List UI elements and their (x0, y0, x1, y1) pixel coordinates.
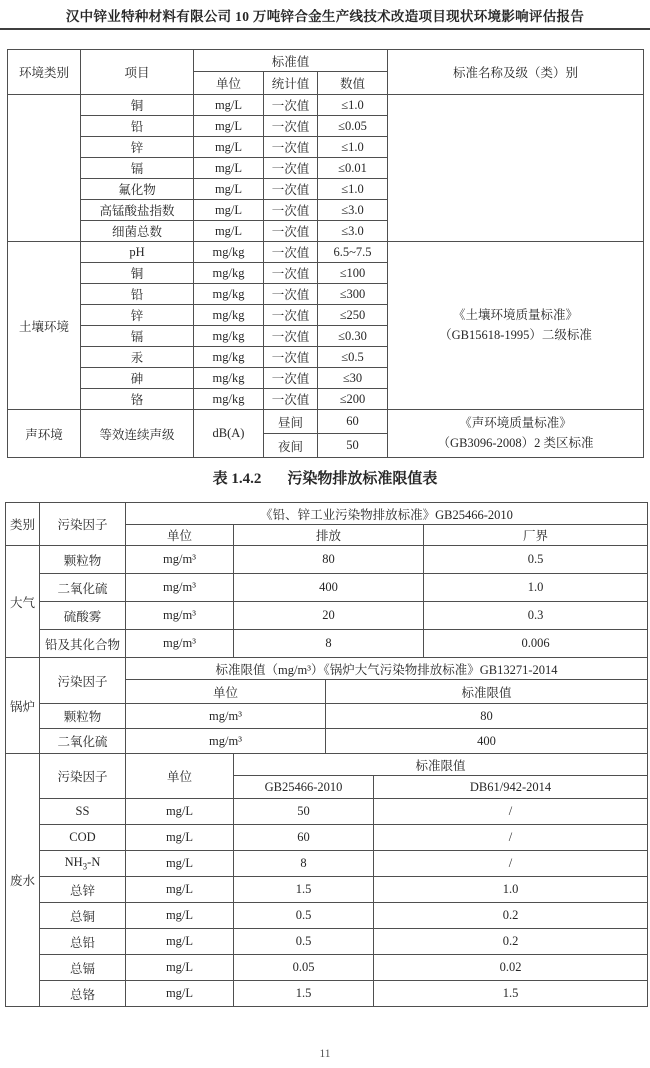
t2-factor-cell: 硫酸雾 (40, 602, 126, 630)
t1-item-cell: 细菌总数 (81, 221, 194, 242)
t2-limit2-cell: 0.02 (374, 955, 648, 981)
t1-stat-cell: 夜间 (264, 434, 318, 458)
t1-item-cell: 锌 (81, 137, 194, 158)
t1-unit-cell: mg/L (194, 116, 264, 137)
t1-value-cell: ≤1.0 (318, 137, 388, 158)
t1-stat-cell: 一次值 (264, 263, 318, 284)
t2-waste-std2-header: DB61/942-2014 (374, 776, 648, 799)
t1-unit-cell: mg/kg (194, 305, 264, 326)
t1-value-cell: ≤0.01 (318, 158, 388, 179)
t2-unit-cell: mg/L (126, 825, 234, 851)
t1-item-cell: 镉 (81, 158, 194, 179)
t1-g3-env-cell: 声环境 (8, 410, 81, 458)
t1-header-standard-name: 标准名称及级（类）别 (388, 50, 644, 95)
table-row (6, 929, 648, 955)
t2-boiler-unit-header: 单位 (126, 680, 326, 704)
t2-factor-cell: 二氧化硫 (40, 574, 126, 602)
t1-item-cell: 汞 (81, 347, 194, 368)
table-row (6, 955, 648, 981)
t2-limit2-cell: 0.2 (374, 903, 648, 929)
t1-item-cell: 铅 (81, 116, 194, 137)
t1-value-cell: 50 (318, 434, 388, 458)
t2-factor-cell: 总铜 (40, 903, 126, 929)
t2-boiler-limit-header: 标准限值 (326, 680, 648, 704)
emission-limits-table-air (5, 502, 648, 658)
t1-item-cell: 铬 (81, 389, 194, 410)
t1-g2-stdname-cell (388, 242, 644, 410)
emission-limits-table-wastewater (5, 753, 648, 1007)
nh3-prefix: NH (64, 855, 83, 870)
t1-item-cell: 氟化物 (81, 179, 194, 200)
standard-name-line1: 《土壤环境质量标准》 (452, 308, 578, 323)
table-row (6, 630, 648, 658)
t1-header-stat: 统计值 (264, 72, 318, 95)
t2-boundary-cell: 0.5 (424, 546, 648, 574)
t1-value-cell: ≤3.0 (318, 200, 388, 221)
t1-g1-stdname-cell-empty (388, 95, 644, 242)
t2-header-unit: 单位 (126, 525, 234, 546)
t2-boundary-cell: 0.006 (424, 630, 648, 658)
t1-stat-cell: 一次值 (264, 116, 318, 137)
t2-limit-cell: 80 (326, 704, 648, 729)
t1-unit-cell: mg/kg (194, 326, 264, 347)
table-row (6, 903, 648, 929)
t2-limit1-cell: 0.5 (234, 929, 374, 955)
t1-unit-cell: mg/kg (194, 263, 264, 284)
t1-unit-cell: mg/kg (194, 284, 264, 305)
t2-header-boundary: 厂界 (424, 525, 648, 546)
t1-header-env-category: 环境类别 (8, 50, 81, 95)
table-row (6, 704, 648, 729)
t1-value-cell: ≤0.5 (318, 347, 388, 368)
t2-limit2-cell: 1.5 (374, 981, 648, 1007)
t1-stat-cell: 一次值 (264, 137, 318, 158)
t1-value-cell: 60 (318, 410, 388, 434)
t1-stat-cell: 一次值 (264, 242, 318, 263)
t1-item-cell: 高锰酸盐指数 (81, 200, 194, 221)
page-number: 11 (319, 1048, 331, 1060)
t1-unit-cell: mg/L (194, 179, 264, 200)
table-row (6, 799, 648, 825)
t1-item-cell: pH (81, 242, 194, 263)
t1-stat-cell: 一次值 (264, 221, 318, 242)
emission-limits-table-boiler (5, 657, 648, 754)
nh3-suffix: -N (87, 855, 101, 870)
t1-unit-cell: mg/L (194, 137, 264, 158)
t1-item-cell: 铜 (81, 95, 194, 116)
t2-factor-cell: 铅及其化合物 (40, 630, 126, 658)
t2-limit2-cell: / (374, 851, 648, 877)
t1-value-cell: ≤100 (318, 263, 388, 284)
t1-value-cell: ≤0.30 (318, 326, 388, 347)
t2-limit-cell: 400 (326, 729, 648, 754)
t1-value-cell: ≤200 (318, 389, 388, 410)
t1-unit-cell: mg/L (194, 200, 264, 221)
t2-factor-cell-nh3n (40, 851, 126, 877)
t1-g3-stdname-cell (388, 410, 644, 458)
table-row (6, 877, 648, 903)
report-title: 汉中锌业特种材料有限公司 10 万吨锌合金生产线技术改造项目现状环境影响评估报告 (65, 9, 585, 24)
t1-unit-cell: mg/kg (194, 242, 264, 263)
t2-emission-cell: 20 (234, 602, 424, 630)
t2-limit1-cell: 0.5 (234, 903, 374, 929)
t1-stat-cell: 一次值 (264, 368, 318, 389)
t1-item-cell: 锌 (81, 305, 194, 326)
standard-name-line1: 《声环境质量标准》 (459, 416, 572, 431)
table-row (6, 825, 648, 851)
t2-waste-std1-header: GB25466-2010 (234, 776, 374, 799)
t2-factor-cell: 颗粒物 (40, 704, 126, 729)
t2-unit-cell: mg/L (126, 929, 234, 955)
t1-value-cell: ≤3.0 (318, 221, 388, 242)
t2-unit-cell: mg/m³ (126, 574, 234, 602)
t1-stat-cell: 一次值 (264, 305, 318, 326)
t2-boiler-factor-header: 污染因子 (40, 658, 126, 704)
t2-header-factor: 污染因子 (40, 503, 126, 546)
t2-factor-cell: 总铬 (40, 981, 126, 1007)
t2-boiler-standard-title: 标准限值（mg/m³）《锅炉大气污染物排放标准》GB13271-2014 (126, 658, 648, 680)
t2-factor-cell: 总铅 (40, 929, 126, 955)
t1-stat-cell: 一次值 (264, 347, 318, 368)
table-row (6, 729, 648, 754)
table-row (6, 602, 648, 630)
t1-stat-cell: 一次值 (264, 200, 318, 221)
t2-unit-cell: mg/L (126, 981, 234, 1007)
t1-value-cell: ≤300 (318, 284, 388, 305)
t1-value-cell: ≤0.05 (318, 116, 388, 137)
t1-unit-cell: mg/kg (194, 389, 264, 410)
standard-name-line2: （GB15618-1995）二级标准 (439, 327, 592, 342)
t1-stat-cell: 一次值 (264, 284, 318, 305)
t2-factor-cell: 总锌 (40, 877, 126, 903)
t1-value-cell: ≤250 (318, 305, 388, 326)
table-row (6, 851, 648, 877)
t2-unit-cell: mg/m³ (126, 546, 234, 574)
t1-header-standard-value: 标准值 (194, 50, 388, 72)
t1-stat-cell: 一次值 (264, 179, 318, 200)
t2-boundary-cell: 0.3 (424, 602, 648, 630)
caption-title: 污染物排放标准限值表 (287, 471, 438, 487)
t2-waste-unit-header: 单位 (126, 754, 234, 799)
table-caption (0, 467, 650, 488)
t2-emission-cell: 80 (234, 546, 424, 574)
t1-header-item: 项目 (81, 50, 194, 95)
t2-unit-cell: mg/m³ (126, 704, 326, 729)
nh3-subscript: 3 (82, 861, 88, 872)
t1-value-cell: ≤1.0 (318, 95, 388, 116)
t2-boiler-category-cell: 锅炉 (6, 658, 40, 754)
t2-unit-cell: mg/m³ (126, 630, 234, 658)
t2-limit2-cell: 0.2 (374, 929, 648, 955)
t2-waste-category-cell: 废水 (6, 754, 40, 1007)
t1-unit-cell: mg/kg (194, 347, 264, 368)
t1-unit-cell: mg/L (194, 95, 264, 116)
env-quality-standards-table (7, 49, 644, 458)
t2-air-category-cell: 大气 (6, 546, 40, 658)
t2-waste-factor-header: 污染因子 (40, 754, 126, 799)
t2-factor-cell: SS (40, 799, 126, 825)
table-row (6, 981, 648, 1007)
t2-waste-limit-header: 标准限值 (234, 754, 648, 776)
t1-unit-cell: mg/kg (194, 368, 264, 389)
t2-limit1-cell: 60 (234, 825, 374, 851)
t2-limit1-cell: 8 (234, 851, 374, 877)
header-rule (0, 28, 650, 30)
t1-g1-env-cell-empty (8, 95, 81, 242)
t1-stat-cell: 一次值 (264, 326, 318, 347)
t1-unit-cell: mg/L (194, 158, 264, 179)
t1-unit-cell: mg/L (194, 221, 264, 242)
t2-unit-cell: mg/L (126, 955, 234, 981)
t2-header-standard-title: 《铅、锌工业污染物排放标准》GB25466-2010 (126, 503, 648, 525)
t1-item-cell: 镉 (81, 326, 194, 347)
t2-limit1-cell: 0.05 (234, 955, 374, 981)
table-row (8, 242, 644, 263)
t2-factor-cell: 总镉 (40, 955, 126, 981)
t1-item-cell: 铅 (81, 284, 194, 305)
t1-value-cell: 6.5~7.5 (318, 242, 388, 263)
t1-stat-cell: 一次值 (264, 389, 318, 410)
t2-emission-cell: 400 (234, 574, 424, 602)
t2-limit2-cell: 1.0 (374, 877, 648, 903)
caption-number: 表 1.4.2 (212, 471, 262, 487)
table-row (6, 546, 648, 574)
t1-item-cell: 铜 (81, 263, 194, 284)
table-row (6, 574, 648, 602)
t1-value-cell: ≤1.0 (318, 179, 388, 200)
t1-item-cell: 砷 (81, 368, 194, 389)
t2-unit-cell: mg/L (126, 903, 234, 929)
t2-factor-cell: 颗粒物 (40, 546, 126, 574)
t1-g3-item-cell: 等效连续声级 (81, 410, 194, 458)
t2-unit-cell: mg/m³ (126, 602, 234, 630)
t2-unit-cell: mg/m³ (126, 729, 326, 754)
t1-g2-env-cell: 土壤环境 (8, 242, 81, 410)
t1-header-value: 数值 (318, 72, 388, 95)
t1-header-unit: 单位 (194, 72, 264, 95)
t2-emission-cell: 8 (234, 630, 424, 658)
t2-header-emission: 排放 (234, 525, 424, 546)
t2-unit-cell: mg/L (126, 877, 234, 903)
t2-boundary-cell: 1.0 (424, 574, 648, 602)
table-row (8, 410, 644, 434)
t2-limit1-cell: 1.5 (234, 981, 374, 1007)
t2-limit1-cell: 1.5 (234, 877, 374, 903)
t1-g3-unit-cell: dB(A) (194, 410, 264, 458)
t1-stat-cell: 一次值 (264, 95, 318, 116)
t2-unit-cell: mg/L (126, 799, 234, 825)
standard-name-line2: （GB3096-2008）2 类区标准 (437, 435, 594, 450)
t2-header-category: 类别 (6, 503, 40, 546)
t1-stat-cell: 一次值 (264, 158, 318, 179)
t2-limit2-cell: / (374, 799, 648, 825)
t2-limit1-cell: 50 (234, 799, 374, 825)
t2-limit2-cell: / (374, 825, 648, 851)
t1-value-cell: ≤30 (318, 368, 388, 389)
table-row (8, 95, 644, 116)
t2-unit-cell: mg/L (126, 851, 234, 877)
t1-stat-cell: 昼间 (264, 410, 318, 434)
t2-factor-cell: COD (40, 825, 126, 851)
t2-factor-cell: 二氧化硫 (40, 729, 126, 754)
